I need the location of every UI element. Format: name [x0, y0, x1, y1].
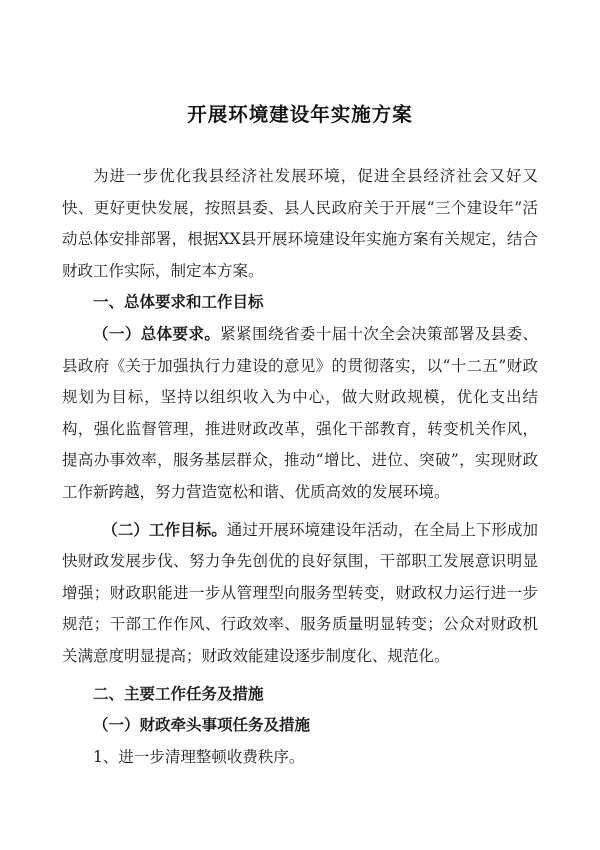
work-goals-lead: （二）工作目标。: [102, 520, 227, 539]
section-2-heading: 二、主要工作任务及措施: [93, 684, 264, 703]
intro-paragraph: 为进一步优化我县经济社发展环境，促进全县经济社会又好又快、更好更快发展，按照县委、县人民政府关于开展“三个建设年”活动总体安排部署，根据XX县开展环境建设年实施方案有关规定，结合财政工作实际，制定本方案。: [62, 167, 538, 280]
overall-requirements-lead: （一）总体要求。: [93, 324, 221, 343]
document-body: [62, 161, 538, 773]
section-1-heading: 一、总体要求和工作目标: [93, 293, 264, 312]
document-title: 开展环境建设年实施方案: [187, 103, 413, 126]
finance-led-tasks-heading: （一）财政牵头事项任务及措施: [93, 716, 311, 735]
overall-requirements-text: 紧紧围绕省委十届十次全会决策部署及县委、县政府《关于加强执行力建设的意见》的贯彻落实，以“十二五”财政规划为目标，坚持以组织收入为中心，做大财政规模，优化支出结构，强化监督管理，推进财政改革，强化干部教育，转变机关作风，提高办事效率，服务基层群众，推动“增比、进位、突破”，实现财政工作新跨越，努力营造宽松和谐、优质高效的发展环境。: [62, 324, 538, 501]
work-goals-paragraph: [62, 515, 538, 673]
overall-requirements-paragraph: [62, 319, 538, 509]
work-goals-text: 通过开展环境建设年活动，在全局上下形成加快财政发展步伐、努力争先创优的良好氛围，干部职工发展意识明显增强；财政职能进一步从管理型向服务型转变，财政权力运行进一步规范；干部工作作风、行政效率、服务质量明显转变；公众对财政机关满意度明显提高；财政效能建设逐步制度化、规范化。: [62, 520, 538, 665]
task-item-1: 1、进一步清理整顿收费秩序。: [93, 747, 305, 766]
